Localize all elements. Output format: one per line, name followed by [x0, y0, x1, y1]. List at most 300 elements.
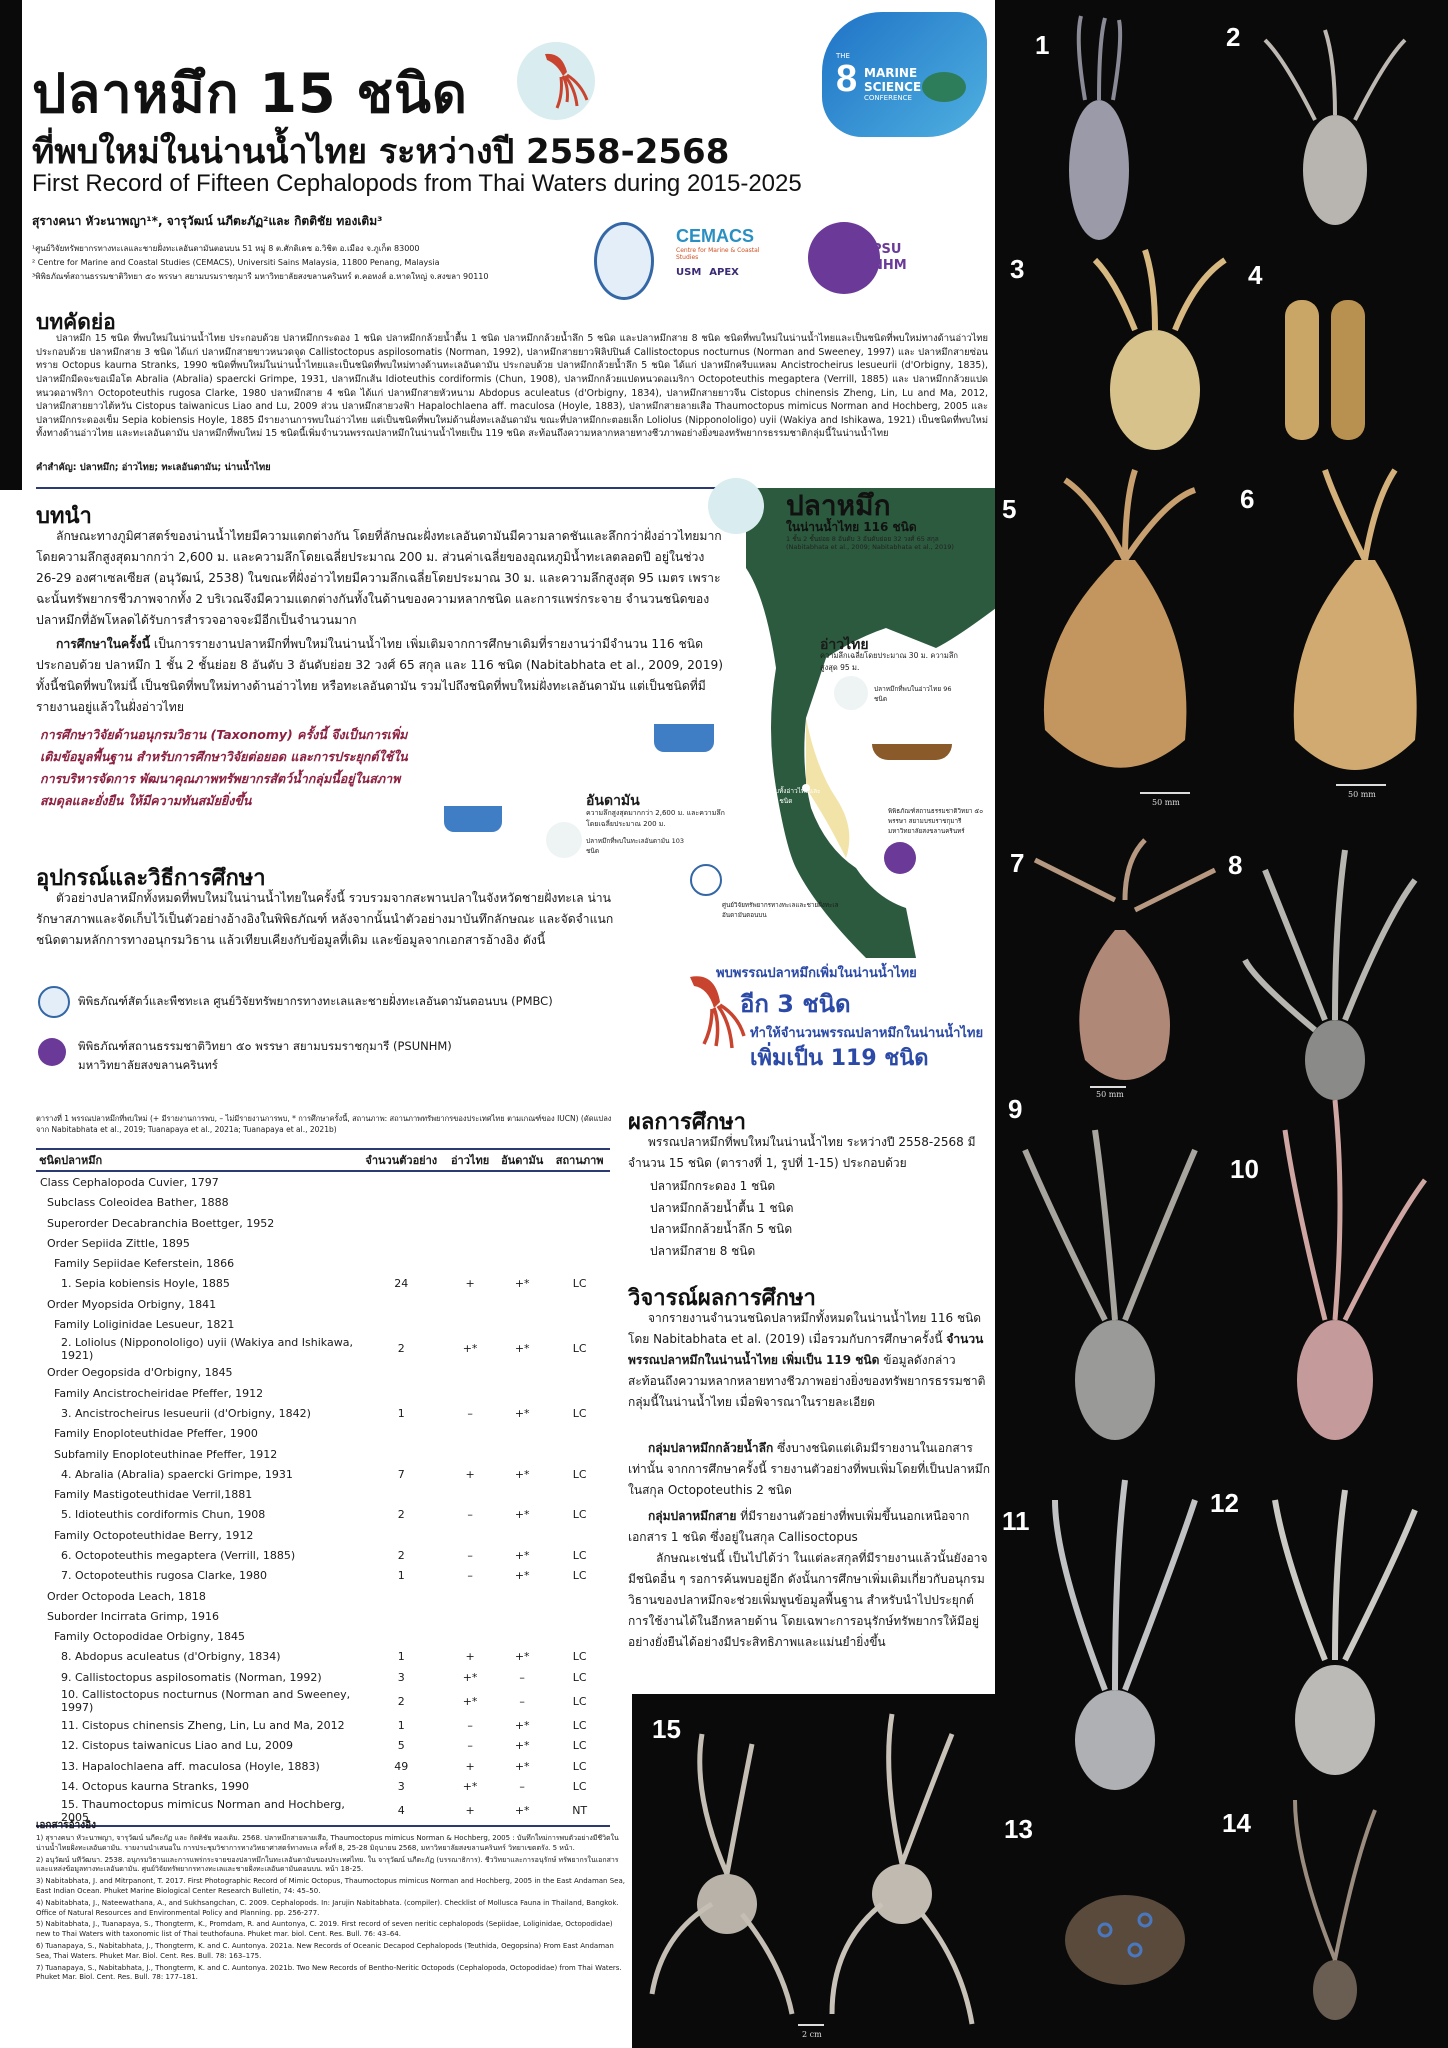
table-row — [36, 1566, 610, 1586]
count-cell — [357, 1294, 445, 1314]
specimen-1 — [1069, 100, 1129, 240]
reference-item: 1) สุรางคนา หัวะนาพญา, จารุวัฒน์ นภีตะภัฏ และ กิตติชัย ทองเติม. 2568. ปลาหมึกสายลายเสือ, Thaumoctopus mimicus Norman & Hochberg, 2005 : บันทึกใหม่การพบตัวอย่างมีชีวิตในน่านน้ำไทยฝั่งทะเลอันดามัน. รายงานนำเสนอใน การประชุมวิชาการทางวิทยาศาสตร์ทางทะเล ครั้งที่ 8, 25-28 มิถุนายน 2568, มหาวิทยาลัยสงขลานครินทร์ วิทยาเขตตรัง. 5 หน้า. — [36, 1834, 619, 1852]
divider — [36, 487, 716, 489]
table-row — [36, 1687, 610, 1715]
squid-badge — [517, 42, 595, 120]
gulf-cell: +* — [462, 1342, 478, 1356]
species-cell: 9. Callistoctopus aspilosomatis (Norman, 1992) — [61, 1670, 322, 1684]
gulf-cell: – — [467, 1739, 473, 1753]
species-cell: Superorder Decabranchia Boettger, 1952 — [47, 1216, 275, 1230]
species-cell: Order Octopoda Leach, 1818 — [47, 1589, 206, 1603]
title-english: First Record of Fifteen Cephalopods from Thai Waters during 2015-2025 — [32, 170, 802, 197]
species-cell: Family Mastigoteuthidae Verril,1881 — [54, 1488, 253, 1502]
andaman-desc: ความลึกสูงสุดมากกว่า 2,600 ม. และความลึกโดยเฉลี่ยประมาณ 200 ม. — [586, 809, 725, 828]
turtle-icon — [922, 72, 966, 102]
table-row — [36, 1424, 610, 1444]
gulf-cell: + — [465, 1804, 475, 1818]
squid-icon — [517, 42, 595, 120]
table-row — [36, 1213, 610, 1233]
count-cell: 2 — [397, 1548, 405, 1562]
table-row — [36, 1667, 610, 1687]
nhm-text: NHM — [872, 258, 907, 273]
map-title: ปลาหมึก — [786, 489, 891, 522]
new-species-label: พบพรรณปลาหมึกเพิ่มในน่านน้ำไทย — [716, 966, 917, 981]
count-cell: 5 — [397, 1739, 405, 1753]
table-row — [36, 1715, 610, 1735]
photo-number: 12 — [1210, 1488, 1239, 1518]
andaman-cell — [495, 1627, 549, 1647]
discussion-p3-bold: กลุ่มปลาหมึกสาย — [648, 1509, 737, 1523]
status-cell — [549, 1363, 610, 1383]
cemacs-subtext: Centre for Marine & Coastal Studies — [676, 247, 760, 261]
species-cell: Family Loliginidae Lesueur, 1821 — [54, 1318, 235, 1332]
andaman-cell: +* — [514, 1467, 530, 1481]
gulf-cell — [445, 1484, 495, 1504]
status-cell: LC — [572, 1569, 587, 1583]
count-cell: 1 — [397, 1719, 405, 1733]
discussion-p2-wrap — [628, 1438, 990, 1501]
species-cell: Family Octopodidae Orbigny, 1845 — [54, 1630, 246, 1644]
specimen-12 — [1295, 1665, 1375, 1775]
andaman-cell: +* — [514, 1759, 530, 1773]
table-row — [36, 1171, 610, 1192]
specimen-4 — [1285, 300, 1319, 440]
count-cell: 2 — [397, 1694, 405, 1708]
intro-highlight: การศึกษาวิจัยด้านอนุกรมวิธาน (Taxonomy) ครั้งนี้ จึงเป็นการเพิ่มเติมข้อมูลพื้นฐาน สำหรับการศึกษาวิจัยต่อยอด และการประยุกต์ใช้ในการบริหารจัดการ พัฒนาคุณภาพทรัพยากรสัตว์น้ำกลุ่มนี้อยู่ในสภาพสมดุลและยั่งยืน ให้มีความทันสมัยยิ่งขึ้น — [40, 727, 408, 808]
conference-line1: MARINE — [864, 66, 918, 80]
thailand-map — [706, 488, 996, 958]
photo-panel-top-strip — [0, 0, 22, 490]
count-cell — [357, 1627, 445, 1647]
psu-map-logo — [884, 842, 916, 874]
status-cell — [549, 1424, 610, 1444]
specimen-3 — [1110, 330, 1200, 450]
table-row — [36, 1756, 610, 1776]
species-cell: Family Enoploteuthidae Pfeffer, 1900 — [54, 1427, 258, 1441]
photo-number: 8 — [1228, 850, 1243, 880]
affiliation-2: ² Centre for Marine and Coastal Studies (CEMACS), Universiti Sains Malaysia, 11800 Penang, Malaysia — [32, 258, 440, 267]
species-cell: 2. Loliolus (Nipponololigo) uyii (Wakiya and Ishikawa, 1921) — [61, 1335, 353, 1362]
count-cell: 1 — [397, 1406, 405, 1420]
count-cell — [357, 1171, 445, 1192]
status-cell: LC — [572, 1277, 587, 1291]
gulf-cell — [445, 1363, 495, 1383]
both-count: ปลาหมึกที่พบทั้งอ่าวไทยและอันดามัน 82 ชนิด — [742, 787, 821, 805]
andaman-cell — [495, 1424, 549, 1444]
table-row — [36, 1403, 610, 1423]
species-cell: 8. Abdopus aculeatus (d'Orbigny, 1834) — [61, 1650, 281, 1664]
andaman-cell — [495, 1294, 549, 1314]
andaman-cell — [495, 1525, 549, 1545]
conference-line3: CONFERENCE — [864, 94, 912, 102]
discussion-p2-bold: กลุ่มปลาหมึกกล้วยน้ำลึก — [648, 1441, 774, 1455]
specimen-5 — [1044, 560, 1187, 768]
count-cell — [357, 1253, 445, 1273]
andaman-cell: – — [519, 1779, 525, 1793]
conference-the: THE — [836, 52, 850, 60]
status-cell — [549, 1586, 610, 1606]
gulf-count: ปลาหมึกที่พบในอ่าวไทย 96 ชนิด — [874, 685, 952, 703]
affiliation-1: ¹ศูนย์วิจัยทรัพยากรทางทะเลและชายฝั่งทะเลอันดามันตอนบน 51 หมู่ 8 ต.ศักดิเดช อ.วิชิต อ.เมือง จ.ภูเก็ต 83000 — [32, 244, 420, 253]
count-cell: 1 — [397, 1650, 405, 1664]
status-cell: LC — [572, 1759, 587, 1773]
gulf-cell — [445, 1171, 495, 1192]
status-cell: NT — [572, 1804, 588, 1818]
species-cell: Order Oegopsida d'Orbigny, 1845 — [47, 1366, 233, 1380]
status-cell — [549, 1294, 610, 1314]
discussion-p1: จากรายงานจำนวนชนิดปลาหมึกทั้งหมดในน่านน้ำไทย 116 ชนิด โดย Nabitabhata et al. (2019) เมื่อรวมกับการศึกษาครั้งนี้ — [628, 1311, 982, 1346]
count-cell — [357, 1484, 445, 1504]
andaman-cell — [495, 1314, 549, 1334]
gulf-cell — [445, 1627, 495, 1647]
andaman-cell: +* — [514, 1342, 530, 1356]
table-row — [36, 1505, 610, 1525]
museum-1: พิพิธภัณฑ์สัตว์และพืชทะเล ศูนย์วิจัยทรัพยากรทางทะเลและชายฝั่งทะเลอันดามันตอนบน (PMBC) — [78, 994, 553, 1008]
scale-label: 50 mm — [1348, 790, 1376, 799]
species-cell: 5. Idioteuthis cordiformis Chun, 1908 — [61, 1508, 266, 1522]
count-cell: 49 — [394, 1759, 409, 1773]
andaman-cell: +* — [514, 1406, 530, 1420]
abstract-body: ปลาหมึก 15 ชนิด ที่พบใหม่ในน่านน้ำไทย ประกอบด้วย ปลาหมึกกระดอง 1 ชนิด ปลาหมึกกล้วยน้ำตื้น 1 ชนิด ปลาหมึกกล้วยน้ำลึก 5 ชนิด และปลาหมึกสาย 8 ชนิด ชนิดที่พบใหม่ในน่านน้ำไทยและเป็นชนิดที่พบใหม่ทางด้านอ่าวไทย ประกอบด้วย ปลาหมึกสาย 3 ชนิด ได้แก่ ปลาหมึกสายขาวหนวดจุด Callistoctopus aspilosomatis (Norman, 1992), ปลาหมึกสายยาวฟิลิปปินส์ Callistoctopus nocturnus (Norman and Sweeney, 1997) และ ปลาหมึกสายซ่อนทราย Octopus kaurna Stranks, 1990 ชนิดที่พบใหม่ในน่านน้ำไทยและเป็นชนิดที่พบใหม่ทางด้านทะเลอันดามัน ประกอบด้วย ปลาหมึกกล้วยน้ำลึก 5 ชนิด ได้แก่ ปลาหมึกครีบแหลม Ancistrocheirus lesueurii (d'Orbigny, 1835), ปลาหมึกมีดจะขอเมือโต Abralia (Abralia) spaercki Grimpe, 1931, ปลาหมึกเส้น Idioteuthis cordiformis (Chun, 1908), ปลาหมึกกล้วยแปดหนวดอเมริกา Octopoteuthis megaptera (Verrill, 1885) และ ปลาหมึกกล้วยแปดหนวดอาฟริกา Octopoteuthis rugosa Clarke, 1980 ปลาหมึกสาย 4 ชนิด ได้แก่ ปลาหมึกสายหัวหนาม Abdopus aculeatus (d'Orbigny, 1834), ปลาหมึกสายยาวจีน Cistopus chinensis Zheng, Lin, Lu and Ma, 2012, ปลาหมึกสายยาวไต้หวัน Cistopus taiwanicus Liao and Lu, 2009 ส่วน ปลาหมึกสายวงฟ้า Hapalochlaena aff. maculosa (Hoyle, 1883), ปลาหมึกสายลายเสือ Thaumoctopus mimicus Norman and Hochberg, 2005 และ ปลาหมึกกระดองเข็ม Sepia kobiensis Hoyle, 1885 มีรายงานการพบในอ่าวไทย แต่เป็นชนิดที่พบใหม่ด้านฝั่งทะเลอันดามัน ขณะที่ปลาหมึกกะตอยเล็ก Loliolus (Nipponololigo) uyii (Wakiya and Ishikawa, 1921) เป็นชนิดที่พบใหม่ทั้งทางด้านอ่าวไทย และทะเลอันดามัน ปลาหมึกที่พบใหม่ 15 ชนิดนี้เพิ่มจำนวนพรรณปลาหมึกในน่านน้ำไทยเป็น 119 ชนิด สะท้อนถึงความหลากหลายทางชีวภาพอย่างยิ่งของทรัพยากรธรรมชาติกลุ่มนี้ในน่านน้ำไทย — [36, 333, 988, 440]
table-row — [36, 1444, 610, 1464]
andaman-cell — [495, 1586, 549, 1606]
photo-number: 6 — [1240, 484, 1255, 514]
taxonomy-table — [36, 1148, 610, 1825]
andaman-cell — [495, 1233, 549, 1253]
reference-item: 3) Nabitabhata, J. and Mitrpanont, T. 2017. First Photographic Record of Mimic Octopus, Thaumoctopus mimicus Norman and Hochberg, 2005 in the East Andaman Sea, East Indian Ocean. Phuket Marine Biological Center Research Bulletin, 74: 45–50. — [36, 1877, 625, 1895]
gulf-cell: + — [465, 1759, 475, 1773]
species-cell: Family Ancistrocheiridae Pfeffer, 1912 — [54, 1386, 264, 1400]
status-cell — [549, 1627, 610, 1647]
specimen-15-photo — [632, 1694, 995, 2048]
table-bottom-rule — [36, 1825, 610, 1827]
intro-paragraph-1: ลักษณะทางภูมิศาสตร์ของน่านน้ำไทยมีความแตกต่างกัน โดยที่ลักษณะฝั่งทะเลอันดามันมีความลาดชันและลึกกว่าฝั่งอ่าวไทยมาก โดยความลึกสูงสุดมากกว่า 2,600 ม. และความลึกโดยเฉลี่ยประมาณ 200 ม. ส่วนค่าเฉลี่ยของอุณหภูมิน้ำทะเลตลอดปี อยู่ในช่วง 26-29 องศาเซลเซียส (อนุวัฒน์, 2538) ในขณะที่ฝั่งอ่าวไทยมีความลึกเฉลี่ยโดยประมาณ 30 ม. และความลึกสูงสุด 95 เมตร เพราะฉะนั้นทรัพยากรชีวภาพจากทั้ง 2 บริเวณจึงมีความแตกต่างกันทั้งในด้านของความหลากชนิด และการแพร่กระจาย จำนวนชนิดของปลาหมึกที่อัพโหลดได้รับการสำรวจอาจจะมีอีกเป็นจำนวนมาก — [36, 529, 722, 627]
reference-item: 4) Nabitabhata, J., Nateewathana, A., and Sukhsangchan, C. 2009. Cephalopods. In: Jarujin Nabitabhata. (compiler). Checklist of Mollusca Fauna in Thailand, Bangkok. Office of Natural Resources and Environmental Policy and Planning. pp. 256-277. — [36, 1898, 619, 1917]
col-gulf: อ่าวไทย — [445, 1149, 495, 1171]
map-svg — [706, 488, 996, 958]
table-row — [36, 1335, 610, 1363]
status-cell: LC — [572, 1779, 587, 1793]
andaman-cell — [495, 1253, 549, 1273]
species-cell: 6. Octopoteuthis megaptera (Verrill, 1885) — [61, 1548, 296, 1562]
museum-2-line2: มหาวิทยาลัยสงขลานครินทร์ — [78, 1058, 218, 1072]
andaman-cell: +* — [514, 1569, 530, 1583]
conference-logo — [822, 12, 987, 137]
photo-number: 4 — [1248, 260, 1263, 290]
table-row — [36, 1294, 610, 1314]
andaman-cell — [495, 1363, 549, 1383]
gulf-cell — [445, 1525, 495, 1545]
species-cell: 14. Octopus kaurna Stranks, 1990 — [61, 1779, 249, 1793]
table-row — [36, 1647, 610, 1667]
discussion-p1-wrap — [628, 1308, 990, 1413]
gulf-cell — [445, 1193, 495, 1213]
photo-number: 5 — [1002, 494, 1017, 524]
results-body: พรรณปลาหมึกที่พบใหม่ในน่านน้ำไทย ระหว่างปี 2558-2568 มีจำนวน 15 ชนิด (ตารางที่ 1, รูปที่ 1-15) ประกอบด้วย — [628, 1135, 976, 1170]
total-count: เพิ่มเป็น 119 ชนิด — [750, 1046, 929, 1071]
table-row — [36, 1525, 610, 1545]
discussion-p4: ลักษณะเช่นนี้ เป็นไปได้ว่า ในแต่ละสกุลที่มีรายงานแล้วนั้นยังอาจมีชนิดอื่น ๆ รอการค้นพบอยู่อีก ดังนั้นการศึกษาเพิ่มเติมเกี่ยวกับอนุกรมวิธานของปลาหมึกจะช่วยเพิ่มพูนข้อมูลพื้นฐาน สำหรับนำไปประยุกต์การใช้งานได้ในอีกหลายด้าน โดยเฉพาะการอนุรักษ์ทรัพยากรให้มีอยู่อย่างยั่งยืนได้อย่างมีประสิทธิภาพและแม่นยำยิ่งขึ้น — [628, 1551, 988, 1649]
species-cell: Order Sepiida Zittle, 1895 — [47, 1236, 190, 1250]
count-cell — [357, 1193, 445, 1213]
table-row — [36, 1776, 610, 1796]
methods-body: ตัวอย่างปลาหมึกทั้งหมดที่พบใหม่ในน่านน้ำไทยในครั้งนี้ รวบรวมจากสะพานปลาในจังหวัดชายฝั่งทะเล น่านรักษาสภาพและจัดเก็บไว้เป็นตัวอย่างอ้างอิงในพิพิธภัณฑ์ หลังจากนั้นนำตัวอย่างมาบันทึกลักษณะ และจัดจำแนกชนิดตามหลักการทางอนุกรมวิธาน แล้วเทียบเคียงกับข้อมูลที่เดิม และข้อมูลจากเอกสารอ้างอิง ดังนี้ — [36, 891, 614, 947]
andaman-cell — [495, 1213, 549, 1233]
count-cell — [357, 1383, 445, 1403]
status-cell: LC — [572, 1548, 587, 1562]
authors: สุรางคนา หัวะนาพญา¹*, จารุวัฒน์ นภีตะภัฏ²และ กิตติชัย ทองเติม³ — [32, 214, 383, 228]
gulf-cell: – — [467, 1719, 473, 1733]
table-row — [36, 1233, 610, 1253]
specimen-7 — [1079, 930, 1170, 1080]
species-cell: 3. Ancistrocheirus lesueurii (d'Orbigny, 1842) — [61, 1406, 311, 1420]
table-row — [36, 1383, 610, 1403]
cemacs-logo — [676, 226, 776, 290]
status-cell: LC — [572, 1342, 587, 1356]
table-row — [36, 1606, 610, 1626]
status-cell: LC — [572, 1508, 587, 1522]
title-thai-line1: ปลาหมึก 15 ชนิด — [32, 62, 468, 125]
scale-label: 50 mm — [1152, 798, 1180, 807]
count-cell — [357, 1424, 445, 1444]
gulf-cell: +* — [462, 1779, 478, 1793]
species-cell: Family Sepiidae Keferstein, 1866 — [54, 1257, 235, 1271]
photo-number: 13 — [1004, 1814, 1033, 1844]
results-list — [650, 1176, 794, 1262]
species-cell: 4. Abralia (Abralia) spaercki Grimpe, 1931 — [61, 1467, 293, 1481]
reference-item: 5) Nabitabhata, J., Tuanapaya, S., Thongterm, K., Promdam, R. and Auntonya, C. 2019. First record of seven neritic cephalopods (Sepiidae, Loliginidae, Octopodidae) new to Thai Waters with taxonomic list of Thai teuthofauna. Phuket mar. biol. Cent. Res. Bull. 76: 43–64. — [36, 1920, 613, 1939]
photo-number: 3 — [1010, 254, 1025, 284]
count-cell — [357, 1314, 445, 1334]
andaman-cell: +* — [514, 1277, 530, 1291]
count-cell — [357, 1233, 445, 1253]
gulf-cell: – — [467, 1569, 473, 1583]
species-cell: Subfamily Enoploteuthinae Pfeffer, 1912 — [54, 1447, 278, 1461]
andaman-cell — [495, 1484, 549, 1504]
discussion-p3-wrap — [628, 1506, 990, 1548]
gulf-title: อ่าวไทย — [820, 637, 869, 653]
photo-number: 15 — [652, 1714, 681, 1744]
andaman-cell: +* — [514, 1804, 530, 1818]
status-cell — [549, 1525, 610, 1545]
methods-heading: อุปกรณ์และวิธีการศึกษา — [36, 866, 266, 891]
count-cell — [357, 1525, 445, 1545]
count-cell: 4 — [397, 1804, 405, 1818]
specimen-6 — [1294, 560, 1417, 770]
list-item: ปลาหมึกกล้วยน้ำลึก 5 ชนิด — [650, 1222, 793, 1237]
andaman-cell: +* — [514, 1650, 530, 1664]
andaman-squid-badge — [546, 822, 582, 858]
table-caption: ตารางที่ 1 พรรณปลาหมึกที่พบใหม่ (+ มีรายงานการพบ, – ไม่มีรายงานการพบ, * การศึกษาครั้งนี้, สถานภาพ: สถานภาพทรัพยากรของประเทศไทย ตามเกณฑ์ของ IUCN) (ดัดแปลงจาก Nabitabhata et al., 2019; Tuanapaya et al., 2021a; Tuanapaya et al., 2021b) — [36, 1114, 612, 1134]
psu-nhm-logo — [808, 222, 880, 294]
specimen-9 — [1075, 1320, 1155, 1440]
species-cell: 15. Thaumoctopus mimicus Norman and Hochberg, 2005 — [61, 1797, 345, 1824]
pmbc-museum-logo — [38, 986, 70, 1018]
specimen-8 — [1305, 1020, 1365, 1100]
count-cell — [357, 1586, 445, 1606]
andaman-cell: +* — [514, 1508, 530, 1522]
discussion-p2: ซึ่งบางชนิดแต่เดิมมีรายงานในเอกสารเท่านั้น จากการศึกษาครั้งนี้ รายงานตัวอย่างที่พบเพิ่มโดยที่เป็นปลาหมึกในสกุล Octopoteuthis 2 ชนิด — [628, 1441, 990, 1497]
table-row — [36, 1736, 610, 1756]
map-subtitle: ในน่านน้ำไทย 116 ชนิด — [786, 520, 917, 534]
discussion-p3: ที่มีรายงานตัวอย่างที่พบเพิ่มขึ้นนอกเหนือจากเอกสาร 1 ชนิด ซึ่งอยู่ในสกุล Callisoctopus — [628, 1509, 970, 1544]
boat-icon — [872, 744, 952, 760]
intro-paragraph-2: เป็นการรายงานปลาหมึกที่พบใหม่ในน่านน้ำไทย เพิ่มเติมจากการศึกษาเดิมที่รายงานว่ามีจำนวน 116 ชนิด ประกอบด้วย ปลาหมึก 1 ชั้น 2 ชั้นย่อย 8 อันดับ 3 อันดับย่อย 32 วงศ์ 65 สกุล และ 116 ชนิด (Nabitabhata et al., 2009, 2019) ทั้งนี้ชนิดที่พบใหม่นี้ เป็นชนิดที่พบใหม่ทางด้านอ่าวไทย หรือทะเลอันดามัน รวมไปถึงชนิดที่พบใหม่ฝั่งทะเลอันดามัน แต่เป็นชนิดที่มีรายงานอยู่แล้วในฝั่งอ่าวไทย — [36, 637, 723, 714]
photo-number: 14 — [1222, 1808, 1251, 1838]
list-item: ปลาหมึกกล้วยน้ำตื้น 1 ชนิด — [650, 1200, 794, 1215]
gulf-cell — [445, 1294, 495, 1314]
gulf-cell — [445, 1314, 495, 1334]
species-cell: Suborder Incirrata Grimp, 1916 — [47, 1609, 220, 1623]
map-badge — [708, 478, 764, 534]
ship-icon — [444, 806, 502, 832]
gulf-cell: +* — [462, 1694, 478, 1708]
andaman-cell: – — [519, 1694, 525, 1708]
list-item: ปลาหมึกสาย 8 ชนิด — [650, 1243, 756, 1258]
status-cell — [549, 1314, 610, 1334]
status-cell: LC — [572, 1467, 587, 1481]
status-cell — [549, 1383, 610, 1403]
gulf-cell: – — [467, 1406, 473, 1420]
status-cell: LC — [572, 1719, 587, 1733]
results-heading: ผลการศึกษา — [628, 1110, 747, 1135]
gulf-cell: +* — [462, 1670, 478, 1684]
pmbc-note: ศูนย์วิจัยทรัพยากรทางทะเลและชายฝั่งทะเลอันดามันตอนบน — [722, 902, 839, 919]
abstract-keywords: คำสำคัญ: ปลาหมึก; อ่าวไทย; ทะเลอันดามัน; น่านน้ำไทย — [36, 462, 271, 473]
table-row — [36, 1545, 610, 1565]
andaman-cell — [495, 1606, 549, 1626]
taxonomy-table-wrap — [36, 1148, 610, 1827]
gulf-cell — [445, 1233, 495, 1253]
status-cell — [549, 1233, 610, 1253]
scale-bar — [1336, 784, 1386, 786]
abstract-heading: บทคัดย่อ — [36, 310, 116, 334]
species-cell: 12. Cistopus taiwanicus Liao and Lu, 2009 — [61, 1739, 294, 1753]
species-cell: 7. Octopoteuthis rugosa Clarke, 1980 — [61, 1569, 267, 1583]
col-status: สถานภาพ — [549, 1149, 610, 1171]
andaman-cell: +* — [514, 1548, 530, 1562]
table-row — [36, 1274, 610, 1294]
scale-bar — [798, 2024, 824, 2026]
andaman-title: อันดามัน — [586, 793, 640, 809]
andaman-cell: +* — [514, 1739, 530, 1753]
andaman-cell — [495, 1171, 549, 1192]
andaman-cell — [495, 1383, 549, 1403]
andaman-cell: +* — [514, 1719, 530, 1733]
species-cell: Order Myopsida Orbigny, 1841 — [47, 1297, 217, 1311]
count-cell: 7 — [397, 1467, 405, 1481]
scale-label: 2 cm — [802, 2030, 822, 2039]
apex-logo: APEX — [709, 267, 739, 278]
specimen-photos — [995, 0, 1448, 2048]
col-andaman: อันดามัน — [495, 1149, 549, 1171]
references-heading: เอกสารอ้างอิง — [36, 1820, 96, 1831]
pmbc-logo — [594, 222, 654, 300]
table-row — [36, 1193, 610, 1213]
status-cell: LC — [572, 1739, 587, 1753]
reference-item: 2) อนุวัฒน์ นทีวัฒนา. 2538. อนุกรมวิธานและการแพร่กระจายของปลาหมึกในทะเลอันดามันของประเทศไทย. ใน จารุวัฒน์ นภีตะภัฏ (บรรณาธิการ). ชีววิทยาและการอนุรักษ์ ทรัพยากรในเอกสารและแหล่งข้อมูลทางทะเลอันดามัน. ศูนย์วิจัยทรัพยากรทางทะเลและชายฝั่งทะเลอันดามันตอนบน. หน้า 18-25. — [36, 1855, 619, 1874]
status-cell — [549, 1606, 610, 1626]
psu-note: พิพิธภัณฑ์สถานธรรมชาติวิทยา ๕๐ พรรษา สยามบรมราชกุมารี มหาวิทยาลัยสงขลานครินทร์ — [888, 808, 984, 835]
gulf-cell — [445, 1253, 495, 1273]
table-row — [36, 1484, 610, 1504]
gulf-cell — [445, 1444, 495, 1464]
psu-text: PSU — [872, 242, 902, 257]
species-cell: Family Octopoteuthidae Berry, 1912 — [54, 1528, 254, 1542]
gulf-cell — [445, 1586, 495, 1606]
pmbc-map-logo — [690, 864, 722, 896]
status-cell — [549, 1193, 610, 1213]
title-thai-line2: ที่พบใหม่ในน่านน้ำไทย ระหว่างปี 2558-2568 — [32, 132, 730, 172]
conference-line2: SCIENCE — [864, 80, 922, 94]
species-cell: 13. Hapalochlaena aff. maculosa (Hoyle, 1883) — [61, 1759, 320, 1773]
photo-number: 10 — [1230, 1154, 1259, 1184]
conference-number: 8 — [836, 58, 858, 100]
status-cell — [549, 1253, 610, 1273]
specimen-2 — [1303, 115, 1367, 225]
table-header-row — [36, 1149, 610, 1171]
intro-p2-bold: การศึกษาในครั้งนี้ — [56, 637, 151, 651]
museum-2-line1: พิพิธภัณฑ์สถานธรรมชาติวิทยา ๕๐ พรรษา สยามบรมราชกุมารี (PSUNHM) — [78, 1039, 452, 1053]
status-cell: LC — [572, 1694, 587, 1708]
scale-label: 50 mm — [1096, 1090, 1124, 1099]
gulf-cell — [445, 1424, 495, 1444]
andaman-cell — [495, 1193, 549, 1213]
affiliation-3: ³พิพิธภัณฑ์สถานธรรมชาติวิทยา ๕๐ พรรษา สยามบรมราชกุมารี มหาวิทยาลัยสงขลานครินทร์ ต.คอหงส์ อ.หาดใหญ่ จ.สงขลา 90110 — [32, 272, 489, 281]
specimen-14 — [1313, 1960, 1357, 2020]
count-cell — [357, 1213, 445, 1233]
total-label: ทำให้จำนวนพรรณปลาหมึกในน่านน้ำไทย — [750, 1026, 984, 1041]
table-row — [36, 1253, 610, 1273]
count-cell: 24 — [394, 1277, 409, 1291]
count-cell: 1 — [397, 1569, 405, 1583]
table-row — [36, 1314, 610, 1334]
status-cell: LC — [572, 1670, 587, 1684]
gulf-cell: – — [467, 1548, 473, 1562]
ship-icon — [654, 724, 714, 752]
count-cell — [357, 1363, 445, 1383]
table-row — [36, 1464, 610, 1484]
count-cell: 2 — [397, 1342, 405, 1356]
table-row — [36, 1586, 610, 1606]
status-cell — [549, 1171, 610, 1192]
gulf-cell — [445, 1606, 495, 1626]
table-row — [36, 1797, 610, 1825]
gulf-cell: + — [465, 1650, 475, 1664]
species-cell: 11. Cistopus chinensis Zheng, Lin, Lu and Ma, 2012 — [61, 1719, 345, 1733]
discussion-p1-bold: จำนวนพรรณปลาหมึกในน่านน้ำไทย เพิ่มเป็น 119 ชนิด — [628, 1332, 984, 1367]
scale-bar — [1140, 792, 1190, 794]
photo-number: 7 — [1010, 848, 1025, 878]
intro-paragraph-2-wrap — [36, 634, 728, 714]
andaman-cell: – — [519, 1670, 525, 1684]
map-subtitle-3: (Nabitabhata et al., 2009; Nabitabhata et al., 2019) — [786, 543, 954, 551]
andaman-cell — [495, 1444, 549, 1464]
table-row — [36, 1363, 610, 1383]
table-body — [36, 1171, 610, 1824]
species-cell: Class Cephalopoda Cuvier, 1797 — [40, 1175, 219, 1189]
species-cell: 1. Sepia kobiensis Hoyle, 1885 — [61, 1277, 230, 1291]
status-cell: LC — [572, 1650, 587, 1664]
species-cell: 10. Callistoctopus nocturnus (Norman and Sweeney, 1997) — [61, 1688, 351, 1715]
photo-number: 2 — [1226, 22, 1241, 52]
photo-number: 9 — [1008, 1094, 1023, 1124]
psu-museum-logo — [38, 1038, 66, 1066]
gulf-cell: + — [465, 1277, 475, 1291]
cemacs-text: CEMACS — [676, 226, 755, 246]
photo-number: 1 — [1035, 30, 1050, 60]
discussion-heading: วิจารณ์ผลการศึกษา — [628, 1286, 816, 1311]
